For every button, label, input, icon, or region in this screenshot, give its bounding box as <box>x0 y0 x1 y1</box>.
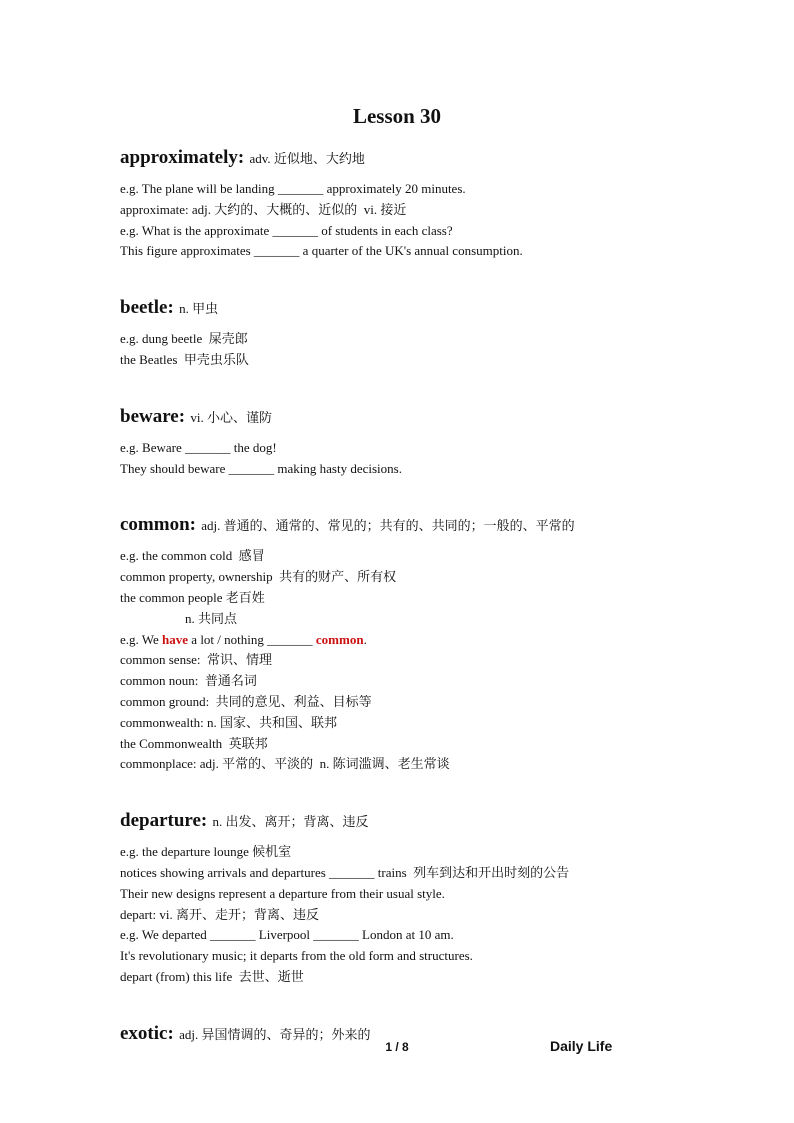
entry-headline <box>120 809 680 834</box>
entry-headline <box>120 146 680 171</box>
page-footer <box>0 1038 794 1058</box>
example-line: This figure approximates _______ a quarter of the UK's annual consumption. <box>120 243 523 259</box>
example-line: depart (from) this life 去世、逝世 <box>120 968 304 984</box>
example-line: notices showing arrivals and departures _______ trains 列车到达和开出时刻的公告 <box>120 864 570 880</box>
example-line: e.g. We departed _______ Liverpool _______ London at 10 am. <box>120 927 454 943</box>
example-line: common ground: 共同的意见、利益、目标等 <box>120 693 372 709</box>
example-line: Their new designs represent a departure from their usual style. <box>120 885 445 901</box>
page-number: 1 / 8 <box>385 1040 409 1054</box>
lesson-title: Lesson 30 <box>352 104 442 128</box>
headword: beware: <box>120 405 186 427</box>
headword: approximately: <box>120 147 245 168</box>
example-line: depart: vi. 离开、走开；背离、违反 <box>120 906 319 922</box>
example-text: e.g. We <box>120 631 163 647</box>
example-line: common property, ownership 共有的财产、所有权 <box>120 569 397 585</box>
example-line: e.g. The plane will be landing _______ approximately 20 minutes. <box>120 181 466 196</box>
vocab-entry <box>120 296 680 371</box>
vocab-entry <box>120 809 680 988</box>
example-text: . <box>363 631 367 647</box>
headword: common: <box>120 514 196 536</box>
example-line: They should beware _______ making hasty decisions. <box>120 460 402 476</box>
headword-definition: n. 出发、离开；背离、违反 <box>212 814 369 830</box>
vocabulary-list <box>120 146 680 1081</box>
example-line: the Commonwealth 英联邦 <box>120 735 268 751</box>
entry-headline <box>120 405 680 430</box>
vocab-entry <box>120 146 680 262</box>
example-line: It's revolutionary music; it departs from the old form and structures. <box>120 948 473 964</box>
headword-definition: vi. 小心、谨防 <box>190 409 272 425</box>
example-line: the common people 老百姓 <box>120 589 265 605</box>
example-line: the Beatles 甲壳虫乐队 <box>120 351 249 367</box>
example-line: common sense: 常识、情理 <box>120 652 273 668</box>
highlighted-word: have <box>162 631 189 647</box>
headword: beetle: <box>120 297 174 319</box>
headword: exotic: <box>120 1022 174 1044</box>
headword-definition: adj. 异国情调的、奇异的；外来的 <box>179 1026 371 1042</box>
example-line: e.g. the departure lounge 候机室 <box>120 844 292 860</box>
entry-headline <box>120 513 680 538</box>
document-title: Daily Life <box>550 1038 613 1054</box>
example-line: commonplace: adj. 平常的、平淡的 n. 陈词滥调、老生常谈 <box>120 756 450 772</box>
example-line: e.g. dung beetle 屎壳郎 <box>120 331 248 347</box>
headword: departure: <box>120 810 208 832</box>
vocab-entry <box>120 513 680 775</box>
highlighted-word: common <box>315 631 364 647</box>
example-text: a lot / nothing _______ <box>188 631 316 647</box>
headword-definition: adv. 近似地、大约地 <box>249 151 365 166</box>
highlighted-example-line <box>120 630 680 651</box>
example-line: e.g. Beware _______ the dog! <box>120 439 277 455</box>
example-line: common noun: 普通名词 <box>120 673 257 689</box>
entry-headline <box>120 296 680 321</box>
example-line: commonwealth: n. 国家、共和国、联邦 <box>120 714 338 730</box>
example-line: approximate: adj. 大约的、大概的、近似的 vi. 接近 <box>120 201 407 217</box>
headword-definition: adj. 普通的、通常的、常见的；共有的、共同的；一般的、平常的 <box>201 518 575 534</box>
example-line: e.g. What is the approximate _______ of students in each class? <box>120 222 453 238</box>
vocab-entry <box>120 405 680 480</box>
example-line: e.g. the common cold 感冒 <box>120 548 265 564</box>
example-line: n. 共同点 <box>120 610 238 626</box>
headword-definition: n. 甲虫 <box>179 301 219 317</box>
